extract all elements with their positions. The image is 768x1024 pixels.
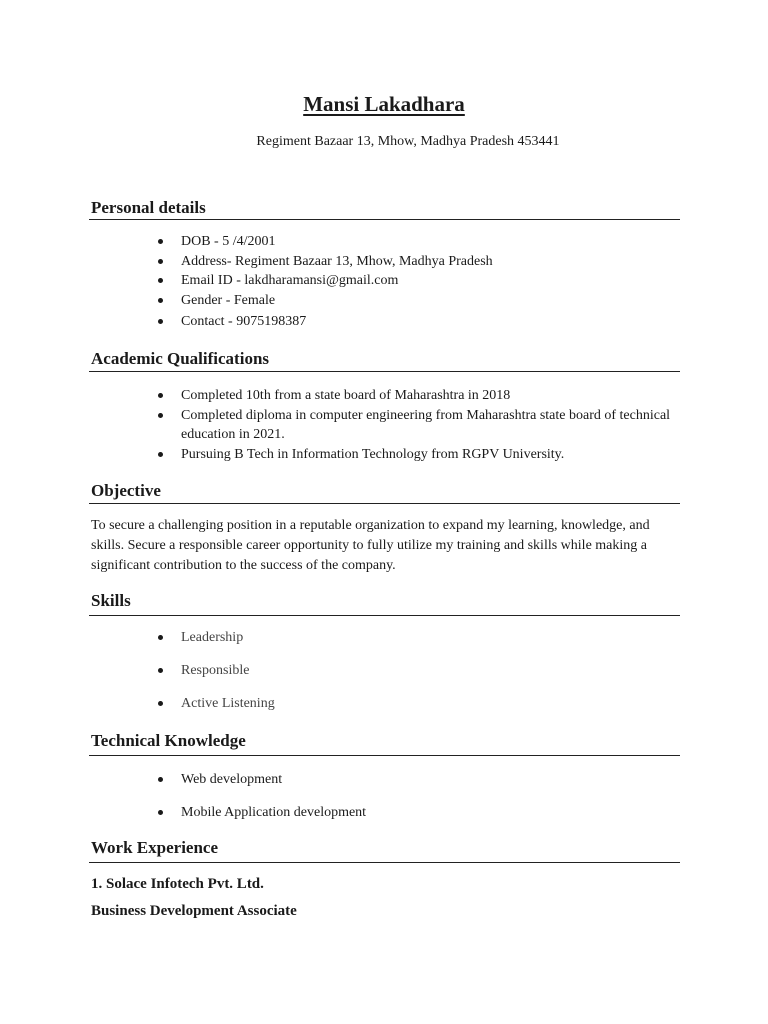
bullet-icon (158, 701, 163, 706)
work-role: Business Development Associate (91, 903, 297, 919)
section-title-skills: Skills (91, 591, 131, 610)
technical-list (158, 770, 678, 836)
bullet-icon (158, 668, 163, 673)
list-item: Email ID - lakdharamansi@gmail.com (158, 271, 678, 291)
bullet-icon (158, 278, 163, 283)
list-item: DOB - 5 /4/2001 (158, 232, 678, 252)
list-item: Address- Regiment Bazaar 13, Mhow, Madhya Pradesh (158, 252, 678, 272)
bullet-icon (158, 635, 163, 640)
section-title-academic-qualifications: Academic Qualifications (91, 349, 270, 368)
bullet-icon (158, 298, 163, 303)
bullet-icon (158, 452, 163, 457)
list-item: Gender - Female (158, 291, 678, 311)
bullet-icon (158, 810, 163, 815)
personal-details-list (158, 232, 678, 332)
section-divider (89, 615, 680, 616)
section-divider (89, 219, 680, 220)
section-title-technical-knowledge: Technical Knowledge (91, 731, 246, 750)
list-item: Web development (158, 770, 678, 789)
section-divider (89, 755, 680, 756)
list-item: Responsible (158, 661, 678, 680)
list-item: Completed 10th from a state board of Maharashtra in 2018 (158, 386, 678, 406)
skills-list (158, 628, 678, 727)
section-divider (89, 862, 680, 863)
academic-list (158, 386, 678, 464)
list-item: Pursuing B Tech in Information Technology from RGPV University. (158, 445, 678, 465)
section-title-work-experience: Work Experience (91, 838, 219, 857)
list-item: Mobile Application development (158, 803, 678, 822)
section-title-objective: Objective (91, 481, 161, 500)
candidate-address: Regiment Bazaar 13, Mhow, Madhya Pradesh 453441 (256, 134, 560, 149)
bullet-icon (158, 239, 163, 244)
list-item: Contact - 9075198387 (158, 312, 678, 332)
bullet-icon (158, 319, 163, 324)
section-title-personal-details: Personal details (91, 198, 206, 217)
bullet-icon (158, 393, 163, 398)
objective-text: To secure a challenging position in a reputable organization to expand my learning, knowledge, and skills. Secure a responsible career opportunity to fully utilize my training and skills while making a significant contribution to the success of the company. (91, 518, 650, 573)
work-company: 1. Solace Infotech Pvt. Ltd. (91, 876, 264, 892)
list-item: Completed diploma in computer engineering from Maharashtra state board of technical education in 2021. (158, 406, 678, 445)
section-divider (89, 503, 680, 504)
bullet-icon (158, 413, 163, 418)
list-item: Active Listening (158, 694, 678, 713)
bullet-icon (158, 777, 163, 782)
section-divider (89, 371, 680, 372)
bullet-icon (158, 259, 163, 264)
list-item: Leadership (158, 628, 678, 647)
candidate-name: Mansi Lakadhara (303, 92, 465, 116)
